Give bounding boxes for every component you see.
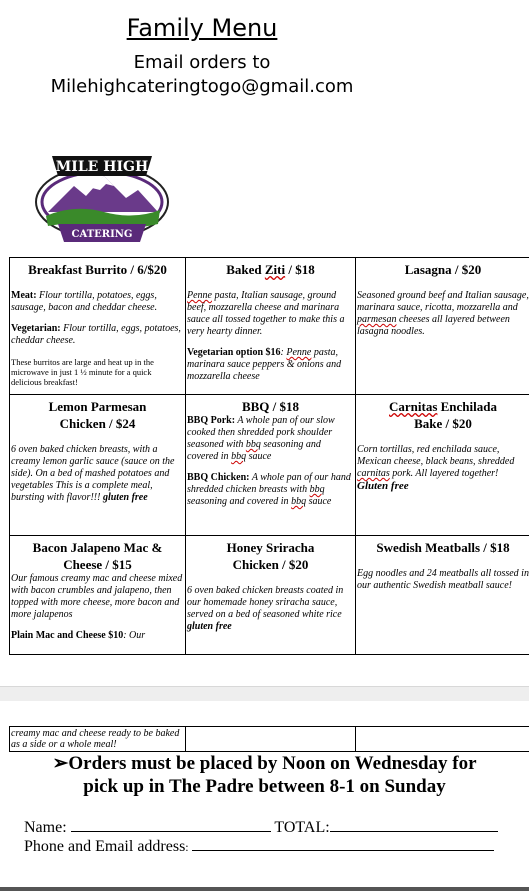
bbq-pork-e: sauce [246, 451, 272, 462]
mile-high-catering-logo [34, 152, 170, 248]
bbq-title: BBQ / $18 [241, 399, 300, 414]
lemon-parmesan-description [11, 444, 184, 504]
carnitas-cell [356, 395, 529, 536]
carnitas-desc-a: Corn tortillas, red enchilada sauce, Mexican cheese, black beans, shredded [357, 444, 515, 467]
name-total-line [24, 817, 498, 837]
menu-table-continued [9, 726, 529, 752]
order-deadline-line-1: ➢Orders must be placed by Noon on Wednesday for [52, 753, 477, 774]
menu-title: Family Menu [126, 14, 278, 42]
plain-mac-label: Plain Mac and Cheese $10 [11, 630, 124, 641]
lasagna-description [357, 290, 529, 338]
vegetarian-label: Vegetarian: [11, 323, 61, 334]
mac-title-1: Bacon Jalapeno Mac & [32, 540, 163, 555]
baked-ziti-description [187, 290, 354, 338]
baked-ziti-title-c: / $18 [285, 262, 315, 277]
carnitas-title-a: Carnitas [389, 399, 438, 414]
mac-description: Our famous creamy mac and cheese mixed with bacon crumbles and jalapeno, then topped with more cheese, more bacon and more jalapenos [11, 573, 183, 620]
carnitas-title-b: Enchilada [437, 399, 497, 414]
honey-sriracha-title-2: Chicken / $20 [232, 557, 309, 572]
order-deadline-line-2: pick up in The Padre between 8-1 on Sunday [83, 776, 446, 797]
lasagna-desc-c: cheeses all layered between lasagna noodles. [357, 314, 510, 337]
phone-email-line [24, 836, 494, 856]
bbq-pork-description [187, 415, 354, 463]
swedish-meatballs-cell [356, 536, 529, 655]
bbq-chicken-label: BBQ Chicken: [187, 472, 250, 483]
ziti-veg-a: : [280, 347, 287, 358]
ziti-veg-c: pasta, marinara sauce peppers & onions and mozzarella cheese [187, 347, 342, 382]
lemon-gluten-free: gluten free [102, 492, 148, 503]
meat-description: Flour tortilla, potatoes, eggs, sausage, bacon and cheddar cheese. [11, 290, 158, 313]
bbq-chicken-d: bbq [291, 496, 307, 507]
ziti-desc-b: pasta, Italian sausage, ground beef, mozzarella cheese and marinara sauce all tossed together to make this a very hearty dinner. [187, 290, 345, 337]
lasagna-desc-a: Seasoned ground beef and Italian sausage, marinara sauce, ricotta, mozzarella and [357, 290, 529, 313]
breakfast-burrito-title: Breakfast Burrito / 6/$20 [28, 262, 167, 277]
order-email-address: Milehighcateringtogo@gmail.com [50, 76, 354, 97]
ziti-veg-b: Penne [286, 347, 312, 358]
name-label: Name: [24, 819, 71, 836]
swedish-meatballs-title: Swedish Meatballs / $18 [376, 540, 510, 555]
phone-email-label: Phone and Email address [24, 838, 186, 855]
honey-sriracha-title-1: Honey Sriracha [226, 540, 315, 555]
mac-title-2: Cheese / $15 [63, 557, 132, 572]
empty-cell-2 [186, 727, 356, 752]
baked-ziti-title-b: Ziti [264, 262, 286, 277]
bbq-chicken-c: seasoning and covered in [187, 496, 292, 507]
lemon-parmesan-title-1: Lemon Parmesan [48, 399, 147, 414]
bbq-chicken-a: A whole pan of our hand shredded chicken breasts with [187, 472, 351, 495]
lemon-parmesan-title-2: Chicken / $24 [59, 416, 136, 431]
mac-continued-cell: creamy mac and cheese ready to be baked as a side or a whole meal! [10, 727, 186, 752]
baked-ziti-cell [186, 258, 356, 395]
email-orders-label: Email orders to [133, 52, 271, 73]
breakfast-burrito-cell [10, 258, 186, 395]
lemon-desc: 6 oven baked chicken breasts, with a creamy lemon garlic sauce (sauce on the side). On a bed of mashed potatoes and vegetables This is a complete meal, bursting with flavor!!! [11, 444, 175, 503]
carnitas-title-1 [357, 398, 529, 415]
ziti-veg-label: Vegetarian option $16 [187, 347, 281, 358]
menu-table [9, 257, 529, 655]
vegetarian-description: Flour tortilla, eggs, potatoes, cheddar cheese. [11, 323, 181, 346]
bottom-edge-bar [0, 887, 529, 891]
phone-email-field[interactable] [192, 836, 494, 851]
honey-sriracha-gluten-free: gluten free [187, 621, 232, 632]
baked-ziti-title-a: Baked [226, 262, 265, 277]
carnitas-desc-c: pork. All layered together! [389, 468, 499, 479]
bbq-pork-c: seasoning and covered in [187, 439, 321, 462]
mac-cheese-cell [10, 536, 186, 655]
bbq-pork-label: BBQ Pork: [187, 415, 236, 426]
bbq-cell [186, 395, 356, 536]
bbq-pork-a: A whole pan of our slow cooked then shredded pork shoulder seasoned with [187, 415, 335, 450]
carnitas-description [357, 444, 529, 480]
plain-mac-a: : Our [123, 630, 146, 641]
logo-text-mile-high: MILE HIGH [55, 159, 149, 175]
ziti-vegetarian-option [187, 347, 354, 383]
ziti-desc-a: Penne [187, 290, 212, 301]
burrito-note: These burritos are large and heat up in the microwave in just 1 ½ minute for a quick delicious breakfast! [11, 357, 154, 387]
bbq-chicken-description [187, 472, 354, 508]
total-label: TOTAL: [270, 819, 330, 836]
logo-text-catering: CATERING [71, 229, 133, 240]
bbq-pork-d: bbq [231, 451, 247, 462]
order-deadline-notice [0, 752, 529, 798]
name-field[interactable] [71, 817, 271, 832]
bbq-pork-b: bbq [245, 439, 261, 450]
lemon-parmesan-cell [10, 395, 186, 536]
meat-label: Meat: [11, 290, 37, 301]
plain-mac-option [11, 630, 184, 642]
baked-ziti-title [187, 261, 354, 278]
lasagna-cell [356, 258, 529, 395]
lasagna-title: Lasagna / $20 [404, 262, 482, 277]
swedish-meatballs-description: Egg noodles and 24 meatballs all tossed in our authentic Swedish meatball sauce! [357, 568, 529, 591]
page-break [0, 686, 529, 702]
empty-cell-3 [356, 727, 529, 752]
carnitas-title-2: Bake / $20 [414, 416, 472, 431]
carnitas-desc-b: carnitas [357, 468, 390, 479]
carnitas-gluten-free: Gluten free [357, 480, 409, 492]
bbq-chicken-e: sauce [306, 496, 332, 507]
total-field[interactable] [330, 817, 498, 832]
phone-email-colon: : [185, 840, 192, 854]
honey-sriracha-description: 6 oven baked chicken breasts coated in our homemade honey sriracha sauce, served on a bed of seasoned white rice [187, 585, 344, 620]
bbq-chicken-b: bbq [309, 484, 325, 495]
lasagna-desc-b: parmesan [357, 314, 397, 325]
honey-sriracha-cell [186, 536, 356, 655]
